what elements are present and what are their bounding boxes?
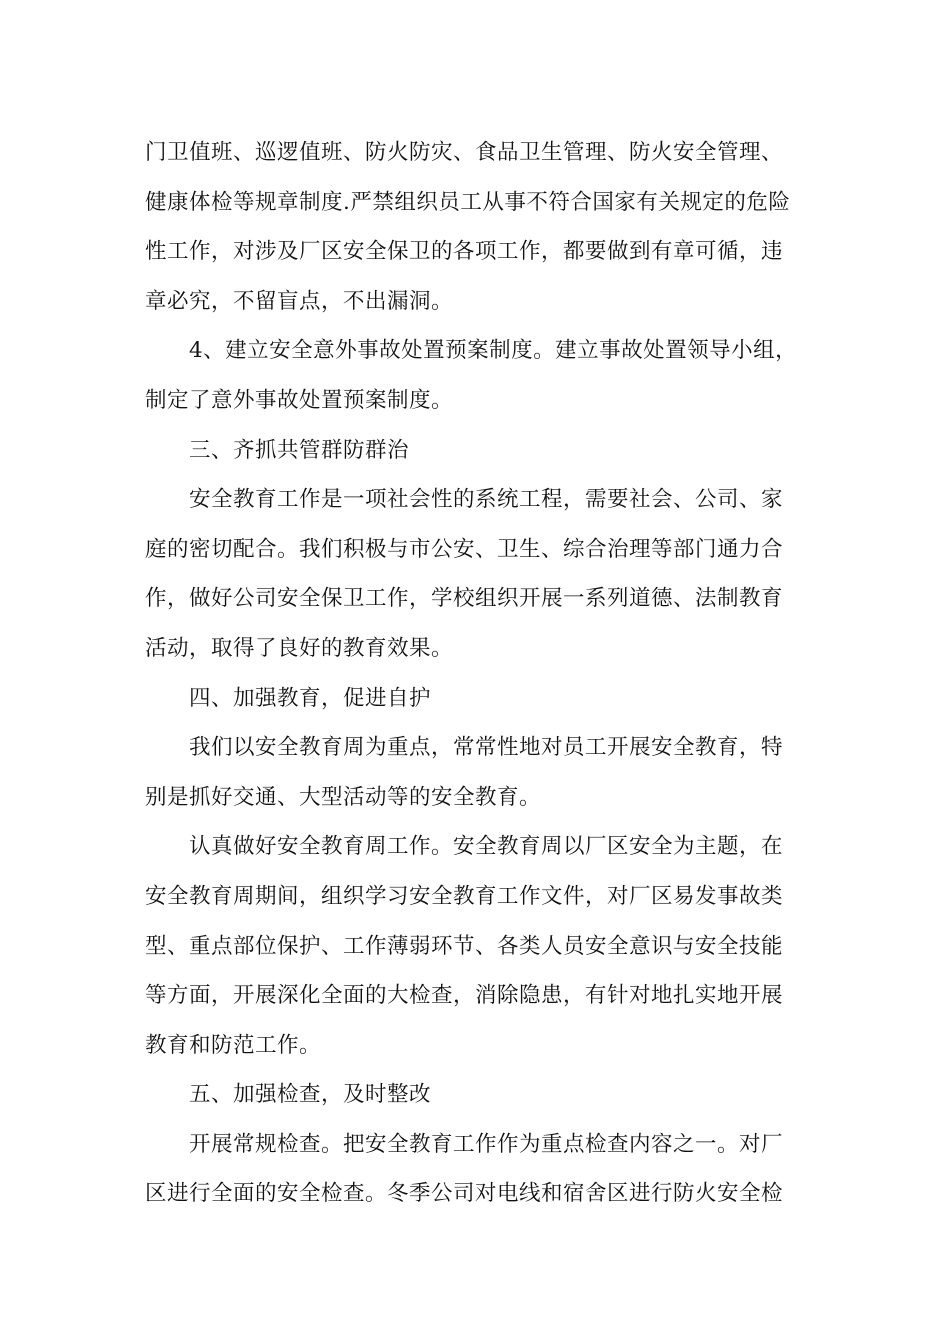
paragraph-line: 我们以安全教育周为重点，常常性地对员工开展安全教育，特 <box>189 735 784 761</box>
paragraph-line: 4、建立安全意外事故处置预案制度。建立事故处置领导小组， <box>189 338 798 364</box>
paragraph-line: 等方面，开展深化全面的大检查，消除隐患，有针对地扎实地开展 <box>145 983 784 1009</box>
paragraph-line: 区进行全面的安全检查。冬季公司对电线和宿舍区进行防火安全检 <box>145 1181 784 1207</box>
paragraph-line: 章必究，不留盲点，不出漏洞。 <box>145 288 454 314</box>
section-heading: 五、加强检查，及时整改 <box>189 1082 432 1108</box>
paragraph-line: 认真做好安全教育周工作。安全教育周以厂区安全为主题，在 <box>189 834 784 860</box>
paragraph-line: 教育和防范工作。 <box>145 1032 322 1058</box>
paragraph-line: 制定了意外事故处置预案制度。 <box>145 387 454 413</box>
paragraph-line: 别是抓好交通、大型活动等的安全教育。 <box>145 784 542 810</box>
paragraph-line: 性工作，对涉及厂区安全保卫的各项工作，都要做到有章可循，违 <box>145 239 784 265</box>
paragraph-line: 型、重点部位保护、工作薄弱环节、各类人员安全意识与安全技能 <box>145 933 784 959</box>
section-heading: 三、齐抓共管群防群治 <box>189 437 410 463</box>
paragraph-line: 活动，取得了良好的教育效果。 <box>145 635 454 661</box>
document-body <box>145 128 807 1219</box>
paragraph-line: 安全教育工作是一项社会性的系统工程，需要社会、公司、家 <box>189 487 784 513</box>
section-heading: 四、加强教育，促进自护 <box>189 685 432 711</box>
paragraph-line: 门卫值班、巡逻值班、防火防灾、食品卫生管理、防火安全管理、 <box>145 140 784 165</box>
paragraph-line: 健康体检等规章制度.严禁组织员工从事不符合国家有关规定的危险 <box>145 189 791 215</box>
paragraph-line: 作，做好公司安全保卫工作，学校组织开展一系列道德、法制教育 <box>145 586 784 612</box>
paragraph-line: 开展常规检查。把安全教育工作作为重点检查内容之一。对厂 <box>189 1131 784 1157</box>
paragraph-line: 安全教育周期间，组织学习安全教育工作文件，对厂区易发事故类 <box>145 883 784 909</box>
paragraph-line: 庭的密切配合。我们积极与市公安、卫生、综合治理等部门通力合 <box>145 536 784 562</box>
